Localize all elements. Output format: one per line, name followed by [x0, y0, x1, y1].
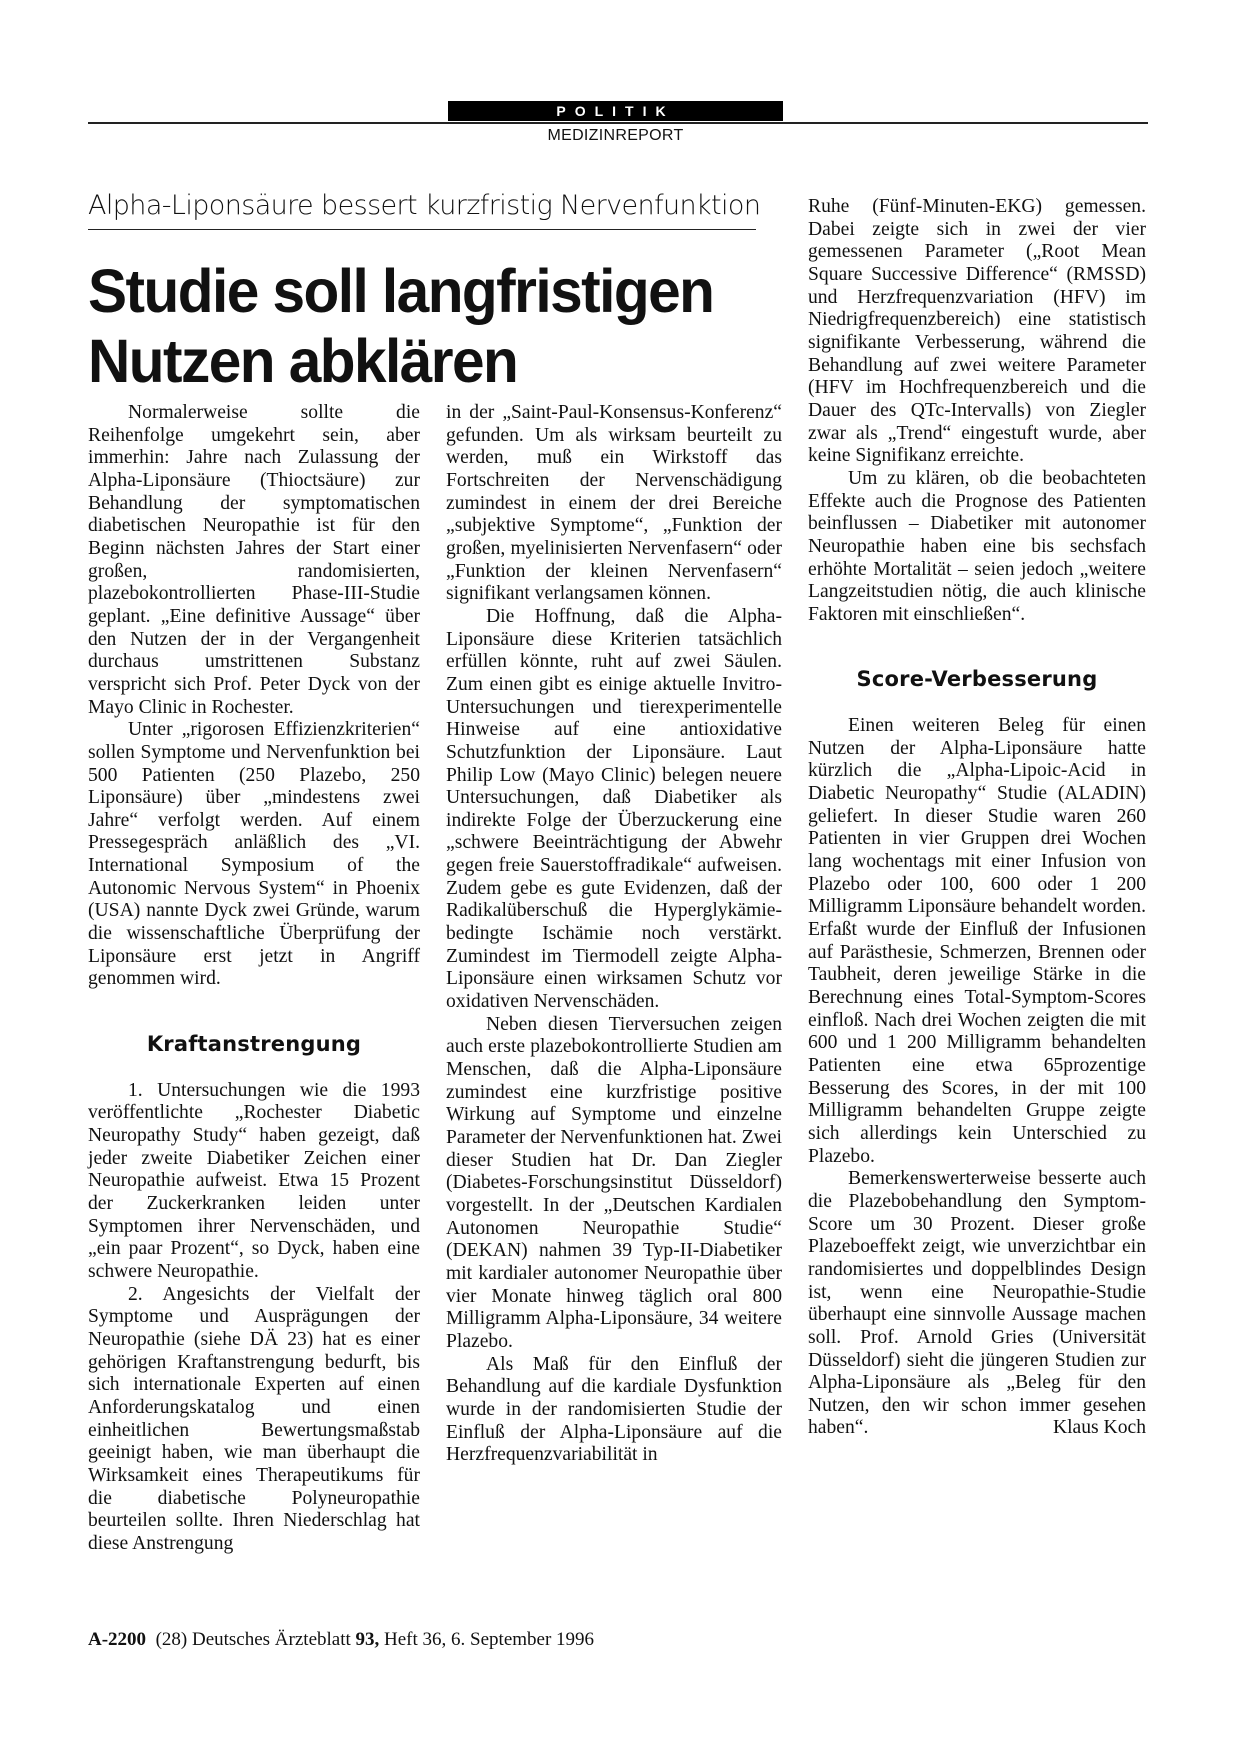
paragraph-10 [808, 1168, 1146, 1440]
header-rule [88, 122, 1148, 124]
headline-line-2: Nutzen abklären [88, 327, 518, 395]
page-footer [88, 1629, 594, 1651]
subsection-label: MEDIZINREPORT [547, 127, 684, 144]
paragraph-10-text: Bemerkenswerterweise besserte auch die Plazebobehandlung den Symptom-Score um 30 Prozent. Dieser große Plazeboeffekt zeigt, wie unverzichtbar ein randomisiertes und doppelblindes Design ist, wenn eine Neuropathie-Studie überhaupt eine sinnvolle Aussage machen soll. Prof. Arnold Gries (Universität Düsseldorf) sieht die jüngeren Studien zur Alpha-Liponsäure als „Beleg für den Nutzen, den wir schon immer gesehen haben“. [808, 1168, 1146, 1439]
paragraph-7-continued: Ruhe (Fünf-Minuten-EKG) gemessen. Dabei zeigte sich in zwei der vier gemessenen Parameter („Root Mean Square Successive Difference“ (RMSSD) und Herzfrequenzvariation (HFV) im Niedrigfrequenzbereich) eine statistisch signifikante Verbesserung, während die Behandlung auf zwei weitere Parameter (HFV im Hochfrequenzbereich und die Dauer des QTc-Intervalls) von Ziegler zwar als „Trend“ eingestuft wurde, aber keine Signifikanz erreichte. [808, 196, 1146, 467]
paragraph-7: Als Maß für den Einfluß der Behandlung auf die kardiale Dysfunktion wurde in der randomisierten Studie der Einfluß der Alpha-Liponsäure auf die Herzfrequenzvariabilität in [446, 1353, 782, 1466]
paragraph-3: 1. Untersuchungen wie die 1993 veröffentlichte „Rochester Diabetic Neuropathy Study“ haben gezeigt, daß jeder zweite Diabetiker Zeichen einer Neuropathie aufweist. Etwa 15 Prozent der Zuckerkranken leiden unter Symptomen ihrer Nervenschäden, und „ein paar Prozent“, so Dyck, haben eine schwere Neuropathie. [88, 1079, 420, 1282]
paragraph-9: Einen weiteren Beleg für einen Nutzen der Alpha-Liponsäure hatte kürzlich die „Alpha-Lipoic-Acid in Diabetic Neuropathy“ Studie (ALADIN) geliefert. In dieser Studie waren 260 Patienten in vier Gruppen drei Wochen lang wochentags mit einer Infusion von Plazebo oder 100, 600 oder 1 200 Milligramm Liponsäure behandelt worden. Erfaßt wurde der Einfluß der Infusionen auf Parästhesie, Schmerzen, Brennen oder Taubheit, deren jeweilige Stärke in die Berechnung eines Total-Symptom-Scores einfloß. Nach drei Wochen zeigten die mit 600 und 1 200 Milligramm behandelten Patienten eine etwa 65prozentige Besserung des Scores, in der mit 100 Milligramm behandelten Gruppe zeigte sich allerdings kein Unterschied zu Plazebo. [808, 715, 1146, 1167]
column-2 [446, 402, 782, 1467]
paragraph-4: 2. Angesichts der Vielfalt der Symptome und Ausprägungen der Neuropathie (siehe DÄ 23) hat es einer gehörigen Kraftanstrengung bedurft, bis sich internationale Experten auf einen Anforderungskatalog und einen einheitlichen Bewertungsmaßstab geeinigt haben, wie man überhaupt die Wirksamkeit eines Therapeutikums für die diabetische Polyneuropathie beurteilen sollte. Ihren Niederschlag hat diese Anstrengung [88, 1283, 420, 1554]
article-kicker: Alpha-Liponsäure bessert kurzfristig Nervenfunktion [88, 190, 756, 230]
paragraph-8: Um zu klären, ob die beobachteten Effekte auch die Prognose des Patienten beinflussen – Diabetiker mit autonomer Neuropathie haben eine bis sechsfach erhöhte Mortalität – seien jedoch „weitere Langzeitstudien nötig, die auch klinische Faktoren mit einschließen“. [808, 467, 1146, 625]
author-signature: Klaus Koch [1052, 1417, 1146, 1439]
paragraph-1: Normalerweise sollte die Reihenfolge umgekehrt sein, aber immerhin: Jahre nach Zulassung der Alpha-Liponsäure (Thioctsäure) zur Behandlung der symptomatischen diabetischen Neuropathie ist für den Beginn nächsten Jahres der Start einer großen, randomisierten, plazebokontrollierten Phase-III-Studie geplant. „Eine definitive Aussage“ über den Nutzen der in der Vergangenheit durchaus umstrittenen Substanz verspricht sich Prof. Peter Dyck von der Mayo Clinic in Rochester. [88, 402, 420, 718]
citation-post: Heft 36, 6. September 1996 [384, 1629, 595, 1650]
column-3 [808, 196, 1146, 1440]
citation-volume: 93, [355, 1629, 380, 1650]
subheading-kraftanstrengung: Kraftanstrengung [146, 1032, 362, 1057]
article-headline [88, 256, 741, 396]
column-1 [88, 402, 420, 1556]
paragraph-6: Neben diesen Tierversuchen zeigen auch erste plazebokontrollierte Studien am Menschen, daß die Alpha-Liponsäure zumindest eine kurzfristige positive Wirkung auf Symptome und einzelne Parameter der Nervenfunktionen hat. Zwei dieser Studien hat Dr. Dan Ziegler (Diabetes-Forschungsinstitut Düsseldorf) vorgestellt. In der „Deutschen Kardialen Autonomen Neuropathie Studie“ (DEKAN) nahmen 39 Typ-II-Diabetiker mit kardialer autonomer Neuropathie über vier Monate hinweg täglich oral 800 Milligramm Alpha-Liponsäure, 34 weitere Plazebo. [446, 1013, 782, 1352]
section-label: POLITIK [448, 101, 783, 121]
subheading-score-verbesserung: Score-Verbesserung [856, 667, 1098, 692]
paragraph-2: Unter „rigorosen Effizienzkriterien“ sollen Symptome und Nervenfunktion bei 500 Patienten (250 Plazebo, 250 Liponsäure) über „mindestens zwei Jahre“ verfolgt werden. Auf einem Pressegespräch anläßlich des „VI. International Symposium of the Autonomic Nervous System“ in Phoenix (USA) nannte Dyck zwei Gründe, warum die wissenschaftliche Überprüfung der Liponsäure erst jetzt in Angriff genommen wird. [88, 719, 420, 990]
headline-line-1: Studie soll langfristigen [88, 257, 714, 325]
page-number: A-2200 [88, 1629, 147, 1650]
paragraph-5: Die Hoffnung, daß die Alpha-Liponsäure diese Kriterien tatsächlich erfüllen könnte, ruht auf zwei Säulen. Zum einen gibt es einige aktuelle Invitro-Untersuchungen und tierexperimentelle Hinweise auf eine antioxidative Schutzfunktion der Liponsäure. Laut Philip Low (Mayo Clinic) belegen neuere Untersuchungen, daß Diabetiker als indirekte Folge der Überzuckerung eine „schwere Beeinträchtigung der Abwehr gegen freie Sauerstoffradikale“ aufweisen. Zudem gebe es gute Evidenzen, daß der Radikalüberschuß die Hyperglykämie-bedingte Ischämie noch verstärkt. Zumindest im Tiermodell zeigte Alpha-Liponsäure einen wirksamen Schutz vor oxidativen Nervenschäden. [446, 605, 782, 1013]
citation-pre: (28) Deutsches Ärzteblatt [155, 1629, 351, 1650]
paragraph-4-continued: in der „Saint-Paul-Konsensus-Konferenz“ gefunden. Um als wirksam beurteilt zu werden, muß ein Wirkstoff das Fortschreiten der Nervenschädigung zumindest in einem der drei Bereiche „subjektive Symptome“, „Funktion der großen, myelinisierten Nervenfasern“ oder „Funktion der kleinen Nervenfasern“ signifikant verlangsamen können. [446, 402, 782, 605]
